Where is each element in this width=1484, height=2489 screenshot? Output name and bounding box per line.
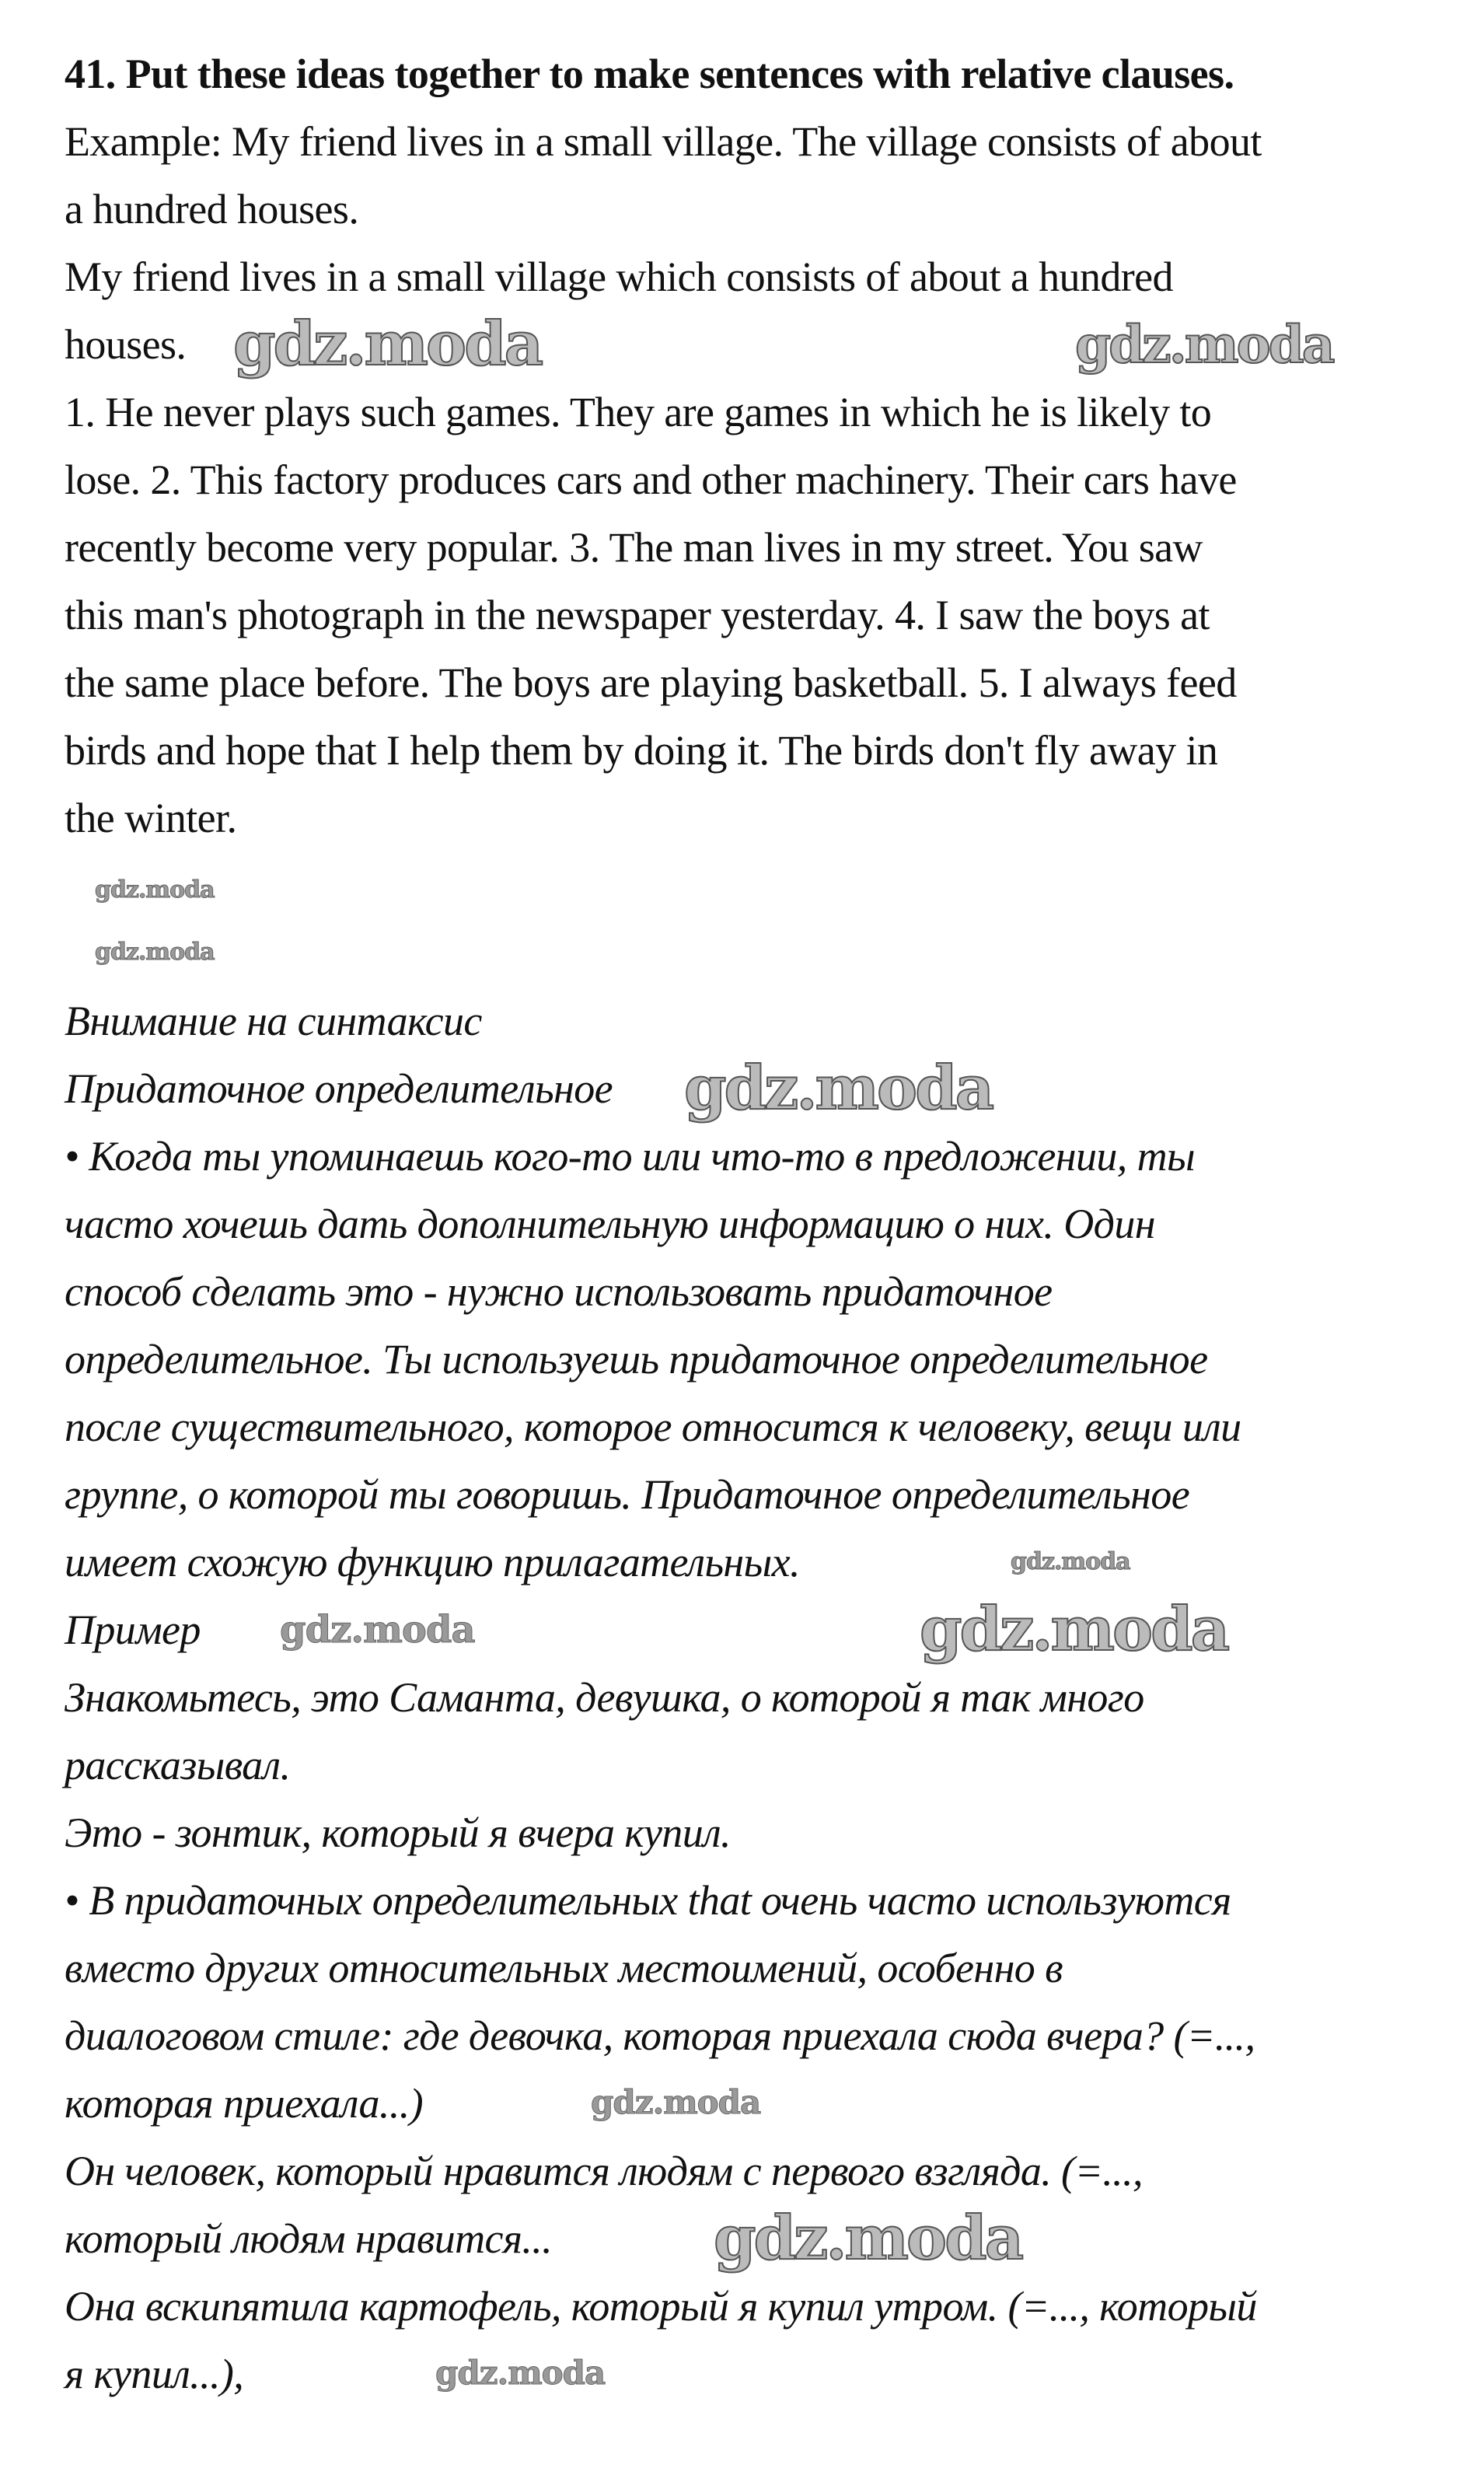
exercise-page [65, 40, 1464, 2408]
exercise-line: birds and hope that I help them by doing it. The birds don't fly away in [65, 727, 1218, 774]
exercise-line: recently become very popular. 3. The man lives in my street. You saw [65, 524, 1203, 571]
exercise-line: the same place before. The boys are playing basketball. 5. I always feed [65, 659, 1237, 706]
watermark: gdz.moda [591, 2083, 761, 2121]
exercise-line: houses. [65, 321, 187, 368]
note-subheading: Придаточное определительное [65, 1065, 613, 1112]
spacer [65, 852, 1464, 920]
watermark: gdz.moda [684, 1053, 993, 1124]
watermark: gdz.moda [233, 309, 542, 379]
exercise-line: a hundred houses. [65, 186, 359, 232]
exercise-line: the winter. [65, 795, 237, 841]
note-line: часто хочешь дать дополнительную информацию о них. Один [65, 1201, 1155, 1247]
watermark: gdz.moda [280, 1608, 475, 1652]
note-line: • В придаточных определительных that очень часто используются [65, 1877, 1231, 1924]
exercise-line: Example: My friend lives in a small village. The village consists of about [65, 118, 1262, 165]
exercise-line: My friend lives in a small village which consists of about a hundred [65, 253, 1173, 300]
watermark: gdz.moda [920, 1594, 1228, 1665]
exercise-line: this man's photograph in the newspaper yesterday. 4. I saw the boys at [65, 592, 1210, 638]
note-line: группе, о которой ты говоришь. Придаточное определительное [65, 1471, 1190, 1518]
note-line: вместо других относительных местоимений, особенно в [65, 1945, 1063, 1991]
note-line: я купил...), [65, 2351, 244, 2397]
watermark: gdz.moda [95, 876, 215, 904]
note-line: Она вскипятила картофель, который я купил утром. (=..., который [65, 2283, 1257, 2330]
watermark: gdz.moda [435, 2354, 606, 2392]
note-line: Он человек, который нравится людям с первого взгляда. (=..., [65, 2148, 1143, 2194]
watermark: gdz.moda [95, 939, 215, 966]
note-line: рассказывал. [65, 1742, 291, 1788]
note-line: Это - зонтик, который я вчера купил. [65, 1809, 731, 1856]
note-line: • Когда ты упоминаешь кого-то или что-то в предложении, ты [65, 1133, 1195, 1180]
spacer [65, 920, 1464, 988]
note-line: Знакомьтесь, это Саманта, девушка, о которой я так много [65, 1674, 1144, 1721]
note-line: диалоговом стиле: где девочка, которая приехала сюда вчера? (=..., [65, 2012, 1255, 2059]
note-heading: Внимание на синтаксис [65, 998, 482, 1044]
note-line: после существительного, которое относится к человеку, вещи или [65, 1404, 1241, 1450]
note-example-label: Пример [65, 1606, 201, 1653]
watermark: gdz.moda [714, 2203, 1022, 2274]
watermark: gdz.moda [1075, 314, 1333, 375]
exercise-line: lose. 2. This factory produces cars and other machinery. Their cars have [65, 456, 1237, 503]
note-line: способ сделать это - нужно использовать придаточное [65, 1268, 1053, 1315]
exercise-title: 41. Put these ideas together to make sentences with relative clauses. [65, 51, 1234, 97]
note-line: имеет схожую функцию прилагательных. [65, 1539, 800, 1585]
exercise-line: 1. He never plays such games. They are games in which he is likely to [65, 389, 1212, 435]
note-line: которая приехала...) [65, 2080, 424, 2127]
watermark: gdz.moda [1011, 1548, 1130, 1575]
note-line: определительное. Ты используешь придаточное определительное [65, 1336, 1208, 1383]
note-line: который людям нравится... [65, 2215, 553, 2262]
